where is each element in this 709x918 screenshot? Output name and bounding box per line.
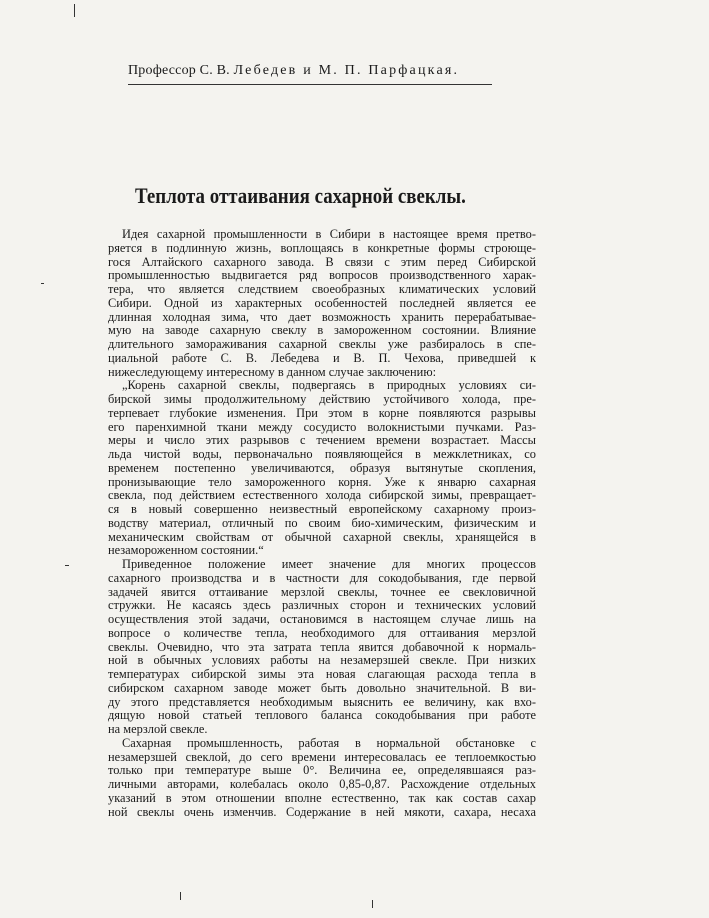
body-line: длинная холодная зима, что дает возможность хранить перерабатывае- <box>108 310 536 324</box>
body-line: ной в обычных условиях работы на незамерзшей свекле. При низких <box>108 654 536 668</box>
body-line: временем постепенно увеличиваются, образуя вытянутые скопления, <box>108 461 536 475</box>
body-line: температурах сибирской зимы эта новая слагающая расхода тепла в <box>108 668 536 681</box>
body-line: осуществления этой задачи, остановимся в настоящем случае лишь на <box>108 613 536 626</box>
body-line: незамороженном состоянии.“ <box>108 544 264 558</box>
body-line: Сахарная промышленность, работая в нормальной обстановке с <box>122 736 536 750</box>
author-prefix: Профессор С. В. <box>128 63 234 78</box>
body-line: личными авторами, колебалась около 0,85-0,87. Расхождение отдельных <box>108 778 536 791</box>
body-line: нижеследующему интересному в данном случае заключению: <box>108 365 437 379</box>
body-line: задачей явится оттаивание мерзлой свеклы, точнее ее свекловичной <box>108 585 536 599</box>
body-line: Приведенное положение имеет значение для многих процессов <box>122 558 536 571</box>
body-line: тера, что является следствием своеобразных климатических условий <box>108 283 536 296</box>
body-line: гося Алтайского сахарного завода. В связи с этим перед Сибирской <box>108 255 536 269</box>
body-line: промышленностью выдвигается ряд вопросов производственного харак- <box>108 269 536 283</box>
body-line: пронизывающие тело замороженного корня. Уже к январю сахарная <box>108 475 536 489</box>
article-body <box>108 228 536 819</box>
body-line: дящую новой статьей теплового баланса сокодобывания при работе <box>108 709 536 723</box>
body-line: ду этого представляется необходимым выяснить ее величину, как вхо- <box>108 695 536 709</box>
scan-mark <box>65 565 69 566</box>
body-line: мую на заводе сахарную свеклу в замороженном состоянии. Влияние <box>108 324 536 338</box>
author-underline <box>128 84 492 85</box>
body-line: сибирском сахарном заводе может быть довольно значительной. В ви- <box>108 681 536 695</box>
body-line: терпевает глубокие изменения. При этом в корне появляются разрывы <box>108 406 536 420</box>
scan-mark <box>372 900 373 908</box>
body-line: ной свеклы очень изменчив. Содержание в ней мякоти, сахара, несаха <box>108 805 536 819</box>
body-line: меры и число этих разрывов с течением времени возрастает. Массы <box>108 434 536 448</box>
scan-mark <box>180 892 181 900</box>
body-line: указаний в этом отношении вполне естественно, так как состав сахар <box>108 791 536 805</box>
body-line: водству материал, отличный по своим био-химическим, физическим и <box>108 516 536 530</box>
body-line: длительного замораживания сахарной свеклы уже разбиралось в спе- <box>108 338 536 351</box>
body-line: свекла, под действием естественного холода сибирской зимы, превращает- <box>108 489 536 503</box>
body-line: только при температуре выше 0°. Величина ее, определявшаяся раз- <box>108 764 536 778</box>
scan-mark <box>74 4 75 17</box>
body-line: вопросе о количестве тепла, необходимого для оттаивания мерзлой <box>108 626 536 640</box>
body-line: механическим свойствам от обычной сахарной свеклы, хранящейся в <box>108 530 536 544</box>
body-line: Сибири. Одной из характерных особенностей последней является ее <box>108 296 536 310</box>
body-line: ся в новый совершенно неизвестный европейскому сахарному произ- <box>108 503 536 516</box>
author-name-2: Парфацкая. <box>368 63 460 78</box>
body-line: стружки. Не касаясь здесь различных сторон и технических условий <box>108 599 536 613</box>
author-conjunction: и М. П. <box>297 63 369 78</box>
body-line: Идея сахарной промышленности в Сибири в настоящее время претво- <box>122 228 536 241</box>
body-line: сахарного производства и в частности для сокодобывания, где первой <box>108 571 536 585</box>
body-line: на мерзлой свекле. <box>108 723 208 736</box>
body-line: незамерзшей свеклой, до сего времени интересовалась ее теплоемкостью <box>108 750 536 764</box>
body-line: льда чистой воды, первоначально появляющейся в межклетниках, со <box>108 448 536 461</box>
body-line: „Корень сахарной свеклы, подвергаясь в природных условиях си- <box>122 379 536 393</box>
scan-mark <box>41 283 44 284</box>
body-line: его паренхимной ткани между сосудисто волокнистыми пучками. Раз- <box>108 420 536 434</box>
body-line: бирской зимы продолжительному действию устойчивого холода, пре- <box>108 393 536 406</box>
author-line <box>128 63 459 79</box>
article-title: Теплота оттаивания сахарной свеклы. <box>135 183 466 208</box>
body-line: свеклы. Очевидно, что эта затрата тепла явится добавочной к нормаль- <box>108 640 536 654</box>
body-line: ряется в подлинную жизнь, воплощаясь в конкретные формы строюще- <box>108 241 536 255</box>
author-name-1: Лебедев <box>233 63 298 78</box>
body-line: циальной работе С. В. Лебедева и В. П. Чехова, приведшей к <box>108 351 536 365</box>
